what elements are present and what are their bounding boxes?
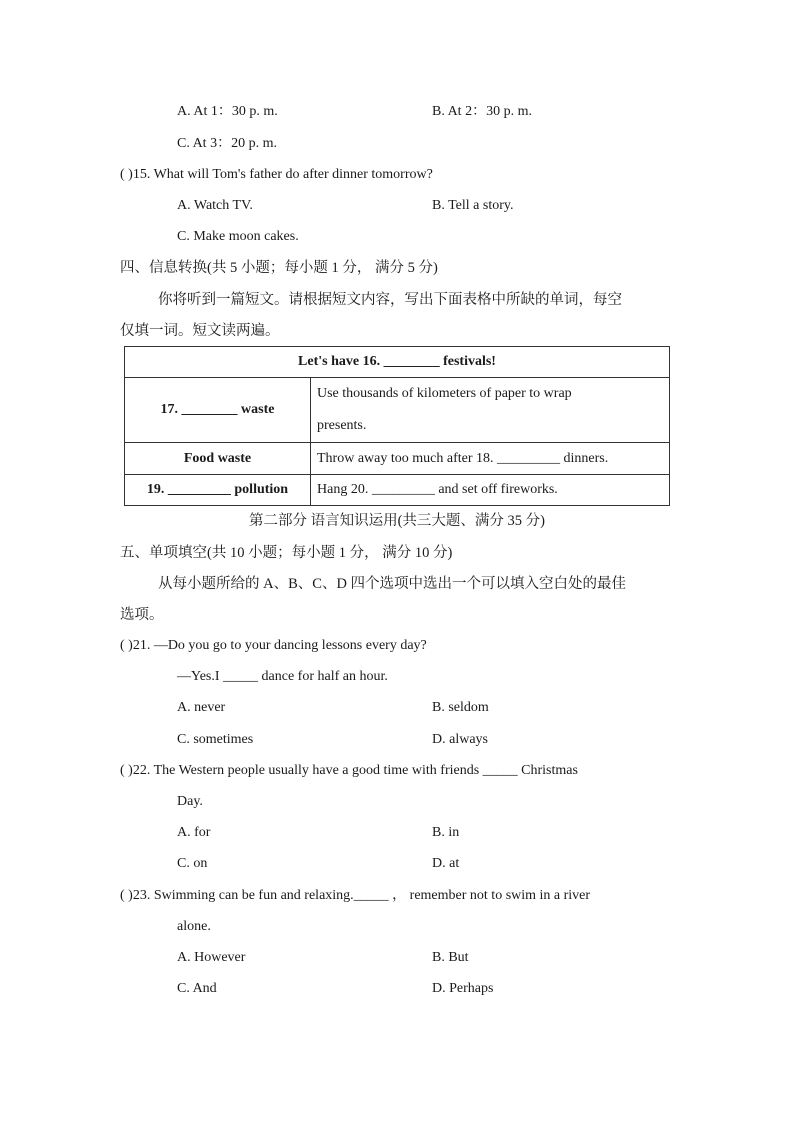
part2-title: 第二部分 语言知识运用(共三大题、满分 35 分) (248, 513, 546, 529)
section4-instruction-line1: 你将听到一篇短文。请根据短文内容，写出下面表格中所缺的单词，每空 (158, 292, 622, 308)
table-row3-right: Hang 20. _________ and set off fireworks. (311, 475, 670, 506)
q21-line2: —Yes.I _____ dance for half an hour. (177, 669, 388, 684)
q23-stem: ( )23. Swimming can be fun and relaxing._____ ， remember not to swim in a river (120, 888, 591, 903)
q15-option-c: C. Make moon cakes. (177, 229, 299, 244)
q15-stem: ( )15. What will Tom's father do after dinner tomorrow? (120, 167, 433, 182)
q15-option-b: B. Tell a story. (432, 198, 514, 213)
q23-line2: alone. (177, 919, 211, 934)
section5-instruction-line2: 选项。 (120, 607, 164, 623)
table-row1-right-line1: Use thousands of kilometers of paper to wrap (317, 386, 572, 401)
section4-heading: 四、信息转换(共 5 小题；每小题 1 分， 满分 5 分) (120, 260, 438, 276)
q21-stem: ( )21. —Do you go to your dancing lessons every day? (120, 638, 427, 653)
q14-option-a: A. At 1：30 p. m. (177, 104, 278, 119)
q23-option-b: B. But (432, 950, 469, 965)
q22-stem: ( )22. The Western people usually have a good time with friends _____ Christmas (120, 763, 578, 778)
table-row1-right-line2: presents. (317, 418, 367, 433)
q21-option-b: B. seldom (432, 700, 489, 715)
q22-option-b: B. in (432, 825, 460, 840)
table-row1-right (311, 378, 670, 443)
q22-line2: Day. (177, 794, 203, 809)
q21-option-c: C. sometimes (177, 732, 254, 747)
q21-option-d: D. always (432, 732, 488, 747)
table-row1-left-text: 17. ________ waste (160, 402, 275, 417)
q23-option-c: C. And (177, 981, 217, 996)
q22-option-c: C. on (177, 856, 208, 871)
table-row1-left (125, 378, 311, 443)
q23-option-d: D. Perhaps (432, 981, 494, 996)
table-row2-right: Throw away too much after 18. _________ dinners. (311, 443, 670, 475)
section5-heading: 五、单项填空(共 10 小题；每小题 1 分， 满分 10 分) (120, 545, 453, 561)
q14-option-b: B. At 2：30 p. m. (432, 104, 532, 119)
info-table (124, 346, 670, 506)
q14-option-c: C. At 3：20 p. m. (177, 136, 277, 151)
table-title: Let's have 16. ________ festivals! (125, 347, 670, 378)
q21-option-a: A. never (177, 700, 226, 715)
q15-option-a: A. Watch TV. (177, 198, 253, 213)
table-row2-left: Food waste (125, 443, 311, 475)
q22-option-a: A. for (177, 825, 211, 840)
section5-instruction-line1: 从每小题所给的 A、B、C、D 四个选项中选出一个可以填入空白处的最佳 (158, 576, 627, 592)
table-row3-left: 19. _________ pollution (125, 475, 311, 506)
q22-option-d: D. at (432, 856, 460, 871)
q23-option-a: A. However (177, 950, 246, 965)
section4-instruction-line2: 仅填一词。短文读两遍。 (120, 323, 280, 339)
